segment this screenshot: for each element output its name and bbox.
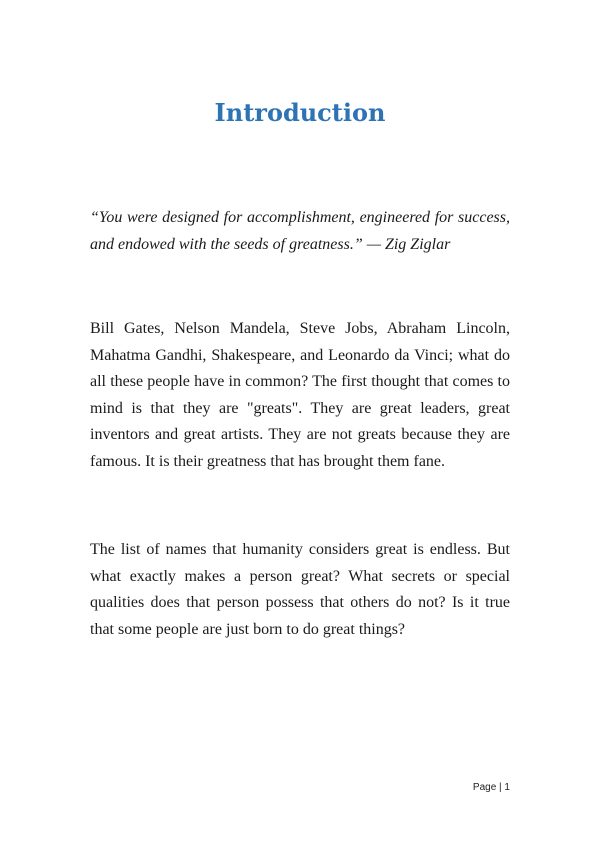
- page-title: Introduction: [214, 98, 386, 127]
- paragraph-2: The list of names that humanity considers great is endless. But what exactly makes a person great? What secrets or special qualities does that person possess that others do not? Is it true that some people are just born to do great things?: [90, 541, 510, 638]
- epigraph-quote: “You were designed for accomplishment, engineered for success, and endowed with the seeds of greatness.” — Zig Ziglar: [90, 209, 510, 253]
- page-number-footer: Page | 1: [472, 782, 510, 793]
- paragraph-1: Bill Gates, Nelson Mandela, Steve Jobs, Abraham Lincoln, Mahatma Gandhi, Shakespeare, and Leonardo da Vinci; what do all these people have in common? The first thought that comes to mind is that they are "greats". They are great leaders, great inventors and great artists. They are not greats because they are famous. It is their greatness that has brought them fane.: [90, 320, 510, 470]
